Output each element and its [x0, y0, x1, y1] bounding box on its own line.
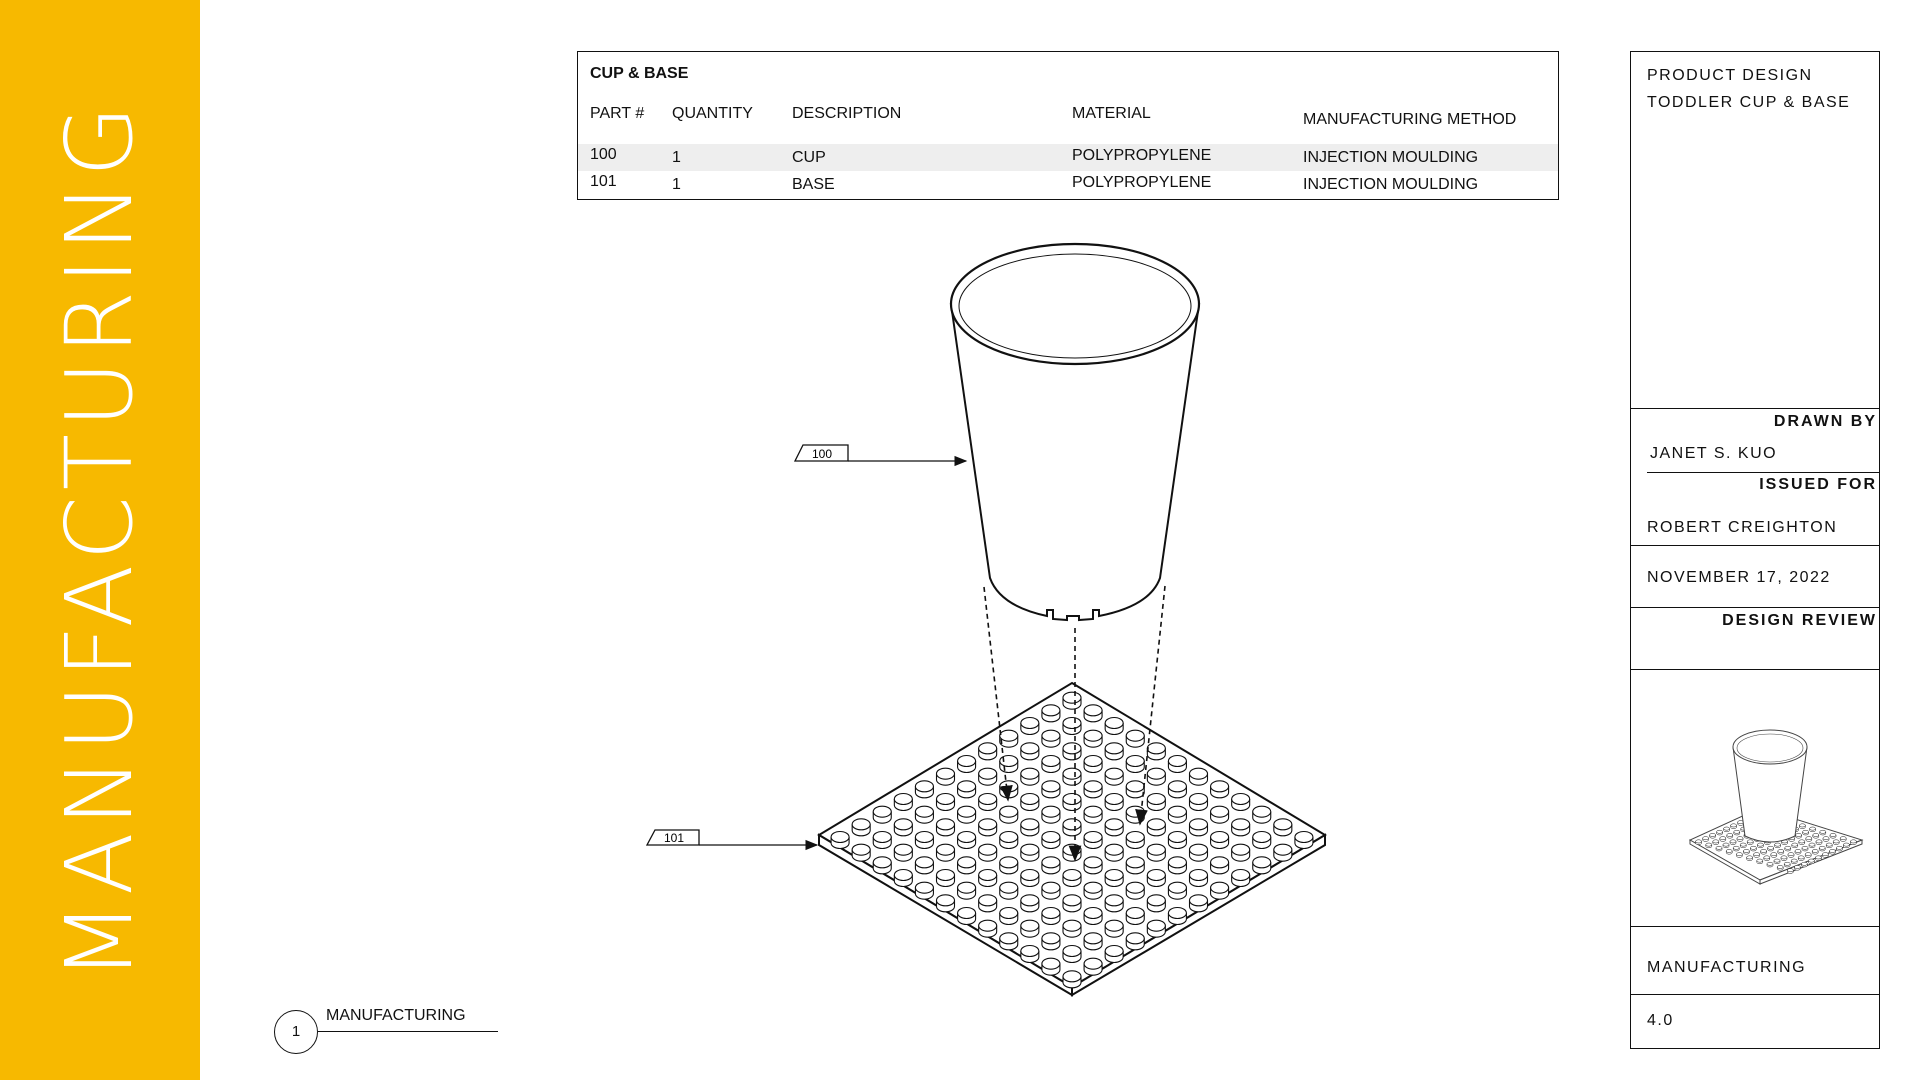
- stud: [1147, 895, 1165, 912]
- cell-part-number: 101: [590, 173, 617, 190]
- stud: [1168, 882, 1186, 899]
- stud: [1000, 730, 1018, 747]
- stud: [979, 743, 997, 760]
- stud: [1126, 857, 1144, 874]
- stud: [915, 806, 933, 823]
- stud: [1190, 794, 1208, 811]
- view-label: MANUFACTURING: [326, 1007, 466, 1024]
- stud: [1211, 832, 1229, 849]
- stud: [1063, 870, 1081, 887]
- stud: [1063, 971, 1081, 988]
- parts-table-title: CUP & BASE: [590, 65, 689, 82]
- divider: [1631, 545, 1879, 546]
- cell-material: POLYPROPYLENE: [1072, 174, 1212, 191]
- stud: [1000, 882, 1018, 899]
- stud: [1211, 806, 1229, 823]
- stud: [1126, 882, 1144, 899]
- stud: [1042, 857, 1060, 874]
- stud: [1063, 920, 1081, 937]
- stud: [1295, 832, 1313, 849]
- stud: [937, 794, 955, 811]
- status-label: DESIGN REVIEW: [1722, 612, 1877, 629]
- cell-material: POLYPROPYLENE: [1072, 147, 1212, 164]
- divider: [1631, 408, 1879, 409]
- title-block: [1630, 51, 1880, 1049]
- stud: [1063, 768, 1081, 785]
- stud: [1063, 718, 1081, 735]
- divider: [1631, 926, 1879, 927]
- header-quantity: QUANTITY: [672, 105, 753, 122]
- stud: [1042, 730, 1060, 747]
- stud: [958, 908, 976, 925]
- stud: [1042, 908, 1060, 925]
- drawn-by-value: JANET S. KUO: [1650, 445, 1778, 462]
- stud: [979, 768, 997, 785]
- issue-date: NOVEMBER 17, 2022: [1647, 569, 1831, 586]
- view-number: 1: [274, 1010, 318, 1054]
- stud: [1063, 895, 1081, 912]
- drawn-by-label: DRAWN BY: [1773, 413, 1877, 430]
- stud: [1105, 794, 1123, 811]
- stud: [1021, 768, 1039, 785]
- stud: [894, 870, 912, 887]
- header-description: DESCRIPTION: [792, 105, 902, 122]
- sheet-number: 4.0: [1647, 1012, 1674, 1029]
- stud: [1126, 832, 1144, 849]
- stud: [894, 819, 912, 836]
- stud: [1084, 908, 1102, 925]
- divider: [1647, 472, 1879, 473]
- stud: [1042, 958, 1060, 975]
- issued-for-label: ISSUED FOR: [1759, 476, 1877, 493]
- stud: [873, 806, 891, 823]
- stud: [1105, 718, 1123, 735]
- stud: [1105, 920, 1123, 937]
- stud: [1147, 870, 1165, 887]
- stud: [1042, 806, 1060, 823]
- stud: [1105, 895, 1123, 912]
- stud: [979, 844, 997, 861]
- stud: [1211, 781, 1229, 798]
- stud: [1084, 857, 1102, 874]
- stud: [1147, 794, 1165, 811]
- stud: [937, 870, 955, 887]
- stud: [852, 819, 870, 836]
- stud: [1000, 781, 1018, 798]
- stud: [1000, 806, 1018, 823]
- stud: [915, 882, 933, 899]
- stud: [1190, 870, 1208, 887]
- cell-manufacturing-method: INJECTION MOULDING: [1303, 176, 1479, 193]
- sidebar-title: MANUFACTURING: [46, 99, 153, 981]
- stud: [1084, 806, 1102, 823]
- stud: [1168, 857, 1186, 874]
- cup-rim-inner: [959, 254, 1191, 358]
- stud: [937, 768, 955, 785]
- callout-cup-number: 100: [812, 447, 833, 461]
- stud: [1253, 832, 1271, 849]
- stud: [1063, 946, 1081, 963]
- stud: [1147, 768, 1165, 785]
- stud: [1000, 756, 1018, 773]
- stud: [1190, 844, 1208, 861]
- divider: [1631, 607, 1879, 608]
- stud: [958, 756, 976, 773]
- stud: [1021, 794, 1039, 811]
- issued-for-value: ROBERT CREIGHTON: [1647, 519, 1838, 536]
- stud: [1000, 933, 1018, 950]
- stud: [1000, 908, 1018, 925]
- header-part-number: PART #: [590, 105, 645, 122]
- stud: [1063, 844, 1081, 861]
- stud: [1168, 832, 1186, 849]
- cell-quantity: 1: [672, 176, 681, 193]
- stud: [915, 781, 933, 798]
- stud: [852, 844, 870, 861]
- stud: [1190, 819, 1208, 836]
- stud: [1147, 743, 1165, 760]
- cell-quantity: 1: [672, 149, 681, 166]
- stud: [1000, 832, 1018, 849]
- stud: [1063, 743, 1081, 760]
- stud: [1126, 730, 1144, 747]
- stud: [1063, 692, 1081, 709]
- cell-description: CUP: [792, 149, 826, 166]
- cup: [951, 244, 1199, 620]
- divider: [1631, 994, 1879, 995]
- stud: [1274, 819, 1292, 836]
- stud: [979, 870, 997, 887]
- cell-description: BASE: [792, 176, 835, 193]
- stud: [1168, 781, 1186, 798]
- stud: [1021, 718, 1039, 735]
- stud: [1042, 832, 1060, 849]
- stud: [873, 832, 891, 849]
- stud: [1126, 933, 1144, 950]
- stud: [873, 857, 891, 874]
- stud: [979, 895, 997, 912]
- cell-part-number: 100: [590, 146, 617, 163]
- stud: [979, 920, 997, 937]
- stud: [1105, 870, 1123, 887]
- stud: [1190, 895, 1208, 912]
- stud: [1126, 756, 1144, 773]
- stud: [937, 895, 955, 912]
- stud: [894, 794, 912, 811]
- stud: [1084, 933, 1102, 950]
- stud: [1021, 819, 1039, 836]
- project-line-1: PRODUCT DESIGN: [1647, 67, 1813, 84]
- stud: [1232, 844, 1250, 861]
- cell-manufacturing-method: INJECTION MOULDING: [1303, 149, 1479, 166]
- callout-base-number: 101: [664, 831, 685, 845]
- stud: [1126, 908, 1144, 925]
- stud: [1168, 806, 1186, 823]
- stud: [1021, 743, 1039, 760]
- stud: [831, 832, 849, 849]
- stud: [1042, 781, 1060, 798]
- stud: [1211, 857, 1229, 874]
- stud: [1063, 819, 1081, 836]
- stud: [979, 819, 997, 836]
- stud: [1021, 895, 1039, 912]
- stud: [1147, 920, 1165, 937]
- stud: [1232, 870, 1250, 887]
- stud: [1105, 844, 1123, 861]
- stud: [915, 857, 933, 874]
- stud: [915, 832, 933, 849]
- stud: [1084, 832, 1102, 849]
- header-manufacturing-method: MANUFACTURING METHOD: [1303, 111, 1517, 128]
- stud: [958, 882, 976, 899]
- stud: [1147, 844, 1165, 861]
- stud: [958, 832, 976, 849]
- stud: [1084, 730, 1102, 747]
- stud: [1042, 705, 1060, 722]
- stud: [1232, 794, 1250, 811]
- stud: [1105, 819, 1123, 836]
- stud: [958, 857, 976, 874]
- stud: [1084, 781, 1102, 798]
- stud: [1084, 958, 1102, 975]
- stud: [937, 844, 955, 861]
- stud: [979, 794, 997, 811]
- stud: [1021, 870, 1039, 887]
- sheet-title: MANUFACTURING: [1647, 959, 1807, 976]
- stud: [1105, 768, 1123, 785]
- stud: [1168, 908, 1186, 925]
- stud: [1211, 882, 1229, 899]
- stud: [1021, 844, 1039, 861]
- stud: [937, 819, 955, 836]
- project-line-2: TODDLER CUP & BASE: [1647, 94, 1851, 111]
- stud: [894, 844, 912, 861]
- stud: [1063, 794, 1081, 811]
- stud: [1126, 781, 1144, 798]
- stud: [1084, 882, 1102, 899]
- stud: [1253, 857, 1271, 874]
- stud: [1190, 768, 1208, 785]
- view-label-rule: [318, 1031, 498, 1032]
- stud: [1253, 806, 1271, 823]
- stud: [958, 806, 976, 823]
- stud: [1105, 743, 1123, 760]
- stud: [1042, 882, 1060, 899]
- stud: [1105, 946, 1123, 963]
- stud: [1084, 756, 1102, 773]
- stud: [1021, 920, 1039, 937]
- header-material: MATERIAL: [1072, 105, 1151, 122]
- stud: [1000, 857, 1018, 874]
- stud: [1232, 819, 1250, 836]
- stud: [1084, 705, 1102, 722]
- stud: [1042, 933, 1060, 950]
- divider: [1631, 669, 1879, 670]
- stud: [1042, 756, 1060, 773]
- stud: [958, 781, 976, 798]
- stud: [1021, 946, 1039, 963]
- stud: [1147, 819, 1165, 836]
- stud: [1274, 844, 1292, 861]
- stud: [1168, 756, 1186, 773]
